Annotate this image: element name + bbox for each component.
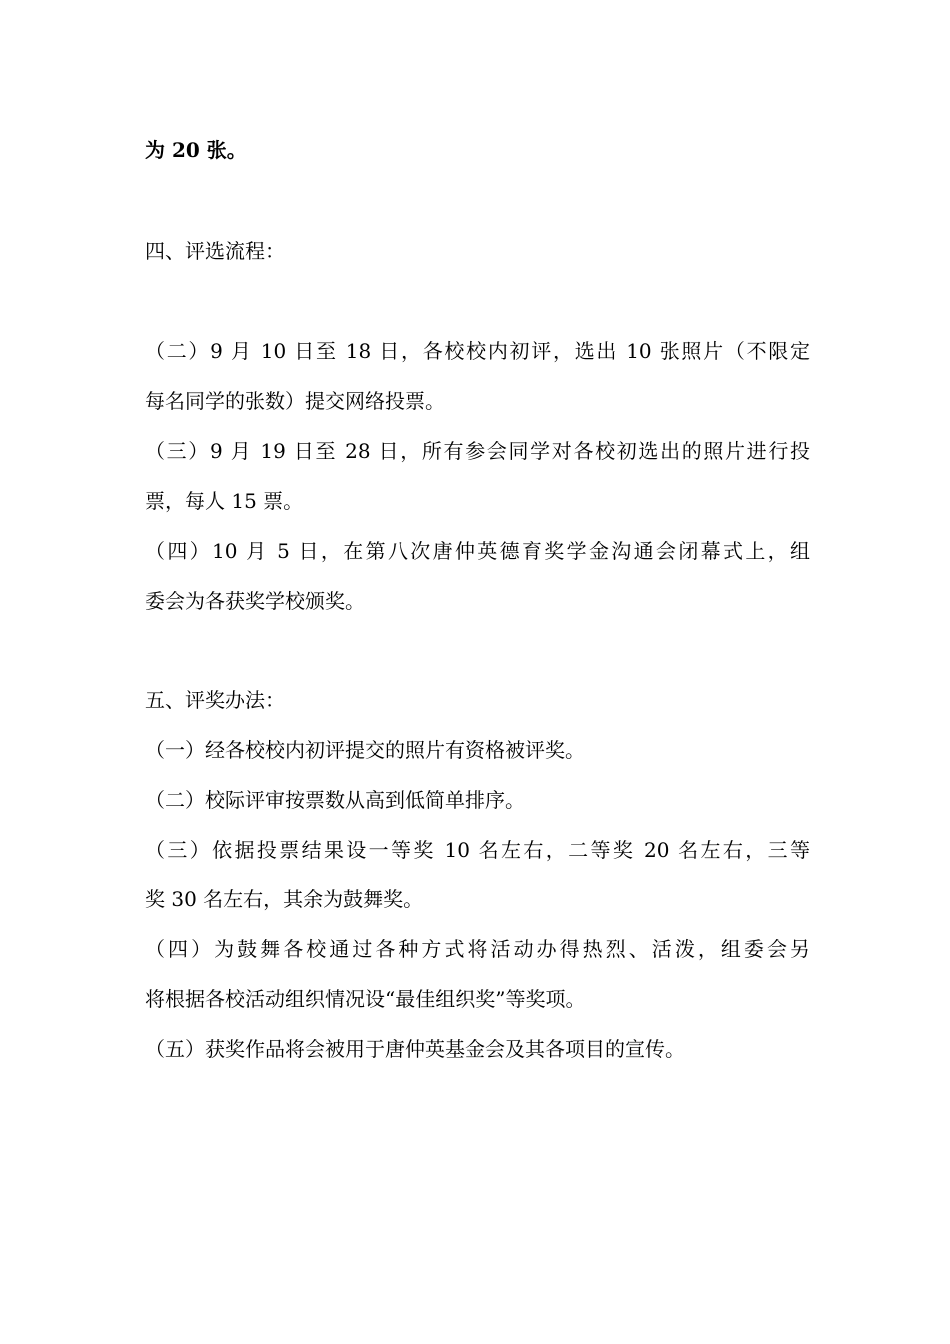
process-item-3-line-1: （三）9 月 19 日至 28 日，所有参会同学对各校初选出的照片进行投 — [145, 439, 810, 463]
awards-item-1: （一）经各校校内初评提交的照片有资格被评奖。 — [145, 738, 585, 762]
process-item-4-line-1: （四）10 月 5 日，在第八次唐仲英德育奖学金沟通会闭幕式上，组 — [145, 539, 810, 563]
process-item-4-line-2: 委会为各获奖学校颁奖。 — [145, 589, 365, 613]
awards-item-2: （二）校际评审按票数从高到低简单排序。 — [145, 788, 525, 812]
section-heading-awards: 五、评奖办法： — [145, 688, 285, 712]
section-heading-process: 四、评选流程： — [145, 239, 285, 263]
continuation-line: 为 20 张。 — [145, 138, 247, 162]
awards-item-3-line-2: 奖 30 名左右，其余为鼓舞奖。 — [145, 887, 424, 911]
awards-item-3-line-1: （三）依据投票结果设一等奖 10 名左右，二等奖 20 名左右，三等 — [145, 838, 810, 862]
process-item-2-line-1: （二）9 月 10 日至 18 日，各校校内初评，选出 10 张照片（不限定 — [145, 339, 810, 363]
awards-item-4-line-1: （四）为鼓舞各校通过各种方式将活动办得热烈、活泼，组委会另 — [145, 937, 810, 961]
process-item-3-line-2: 票，每人 15 票。 — [145, 489, 304, 513]
awards-item-4-line-2: 将根据各校活动组织情况设“最佳组织奖”等奖项。 — [145, 987, 586, 1011]
awards-item-5: （五）获奖作品将会被用于唐仲英基金会及其各项目的宣传。 — [145, 1037, 685, 1061]
process-item-2-line-2: 每名同学的张数）提交网络投票。 — [145, 389, 445, 413]
